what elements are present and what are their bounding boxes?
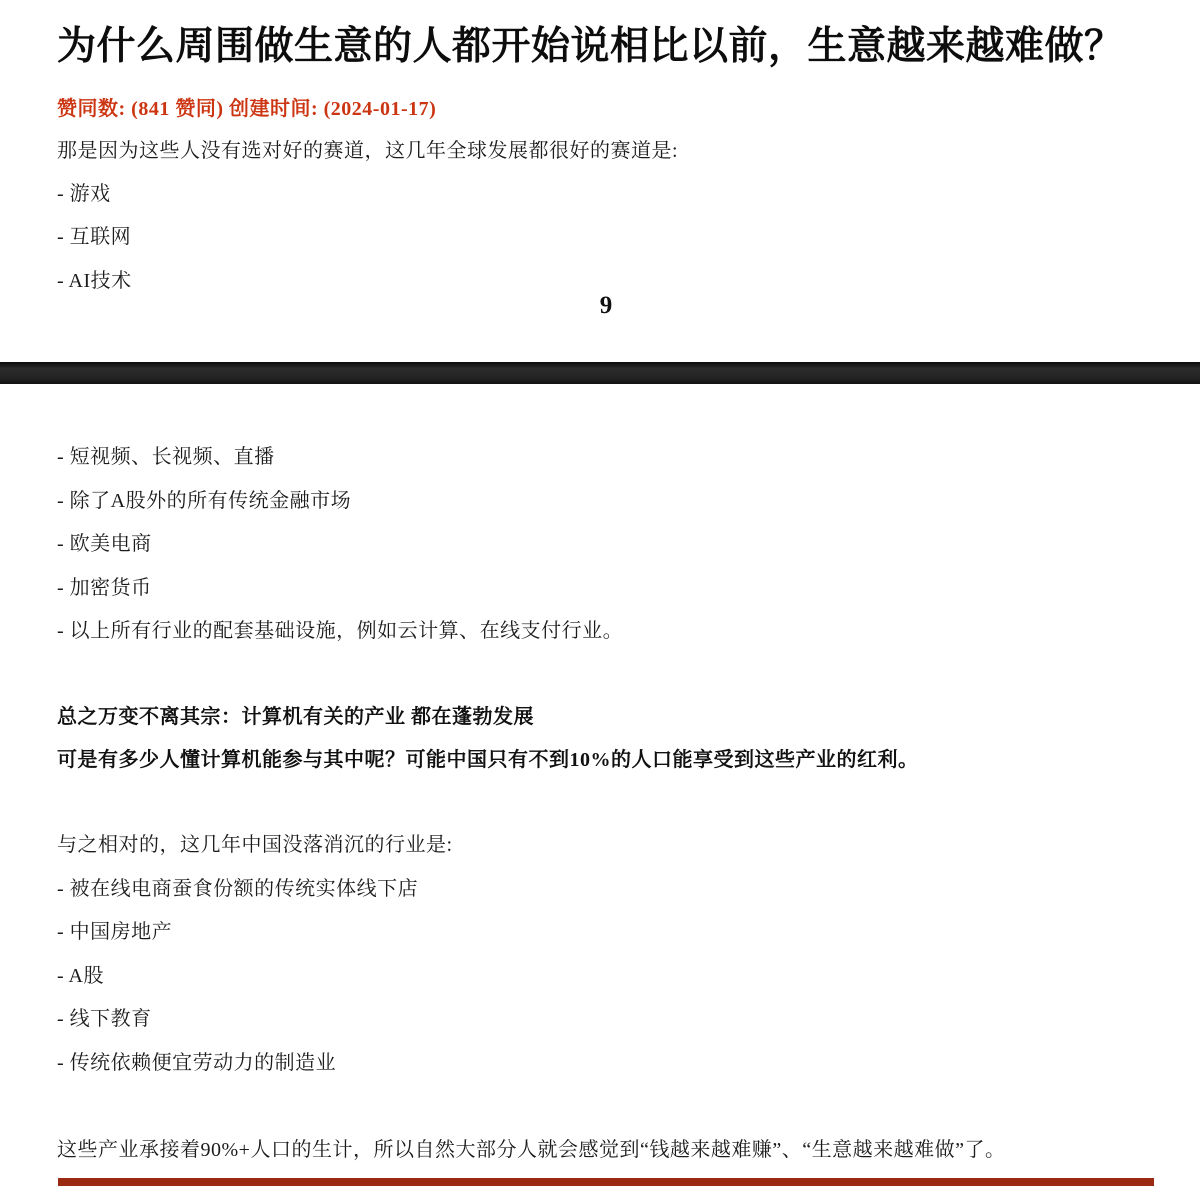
list-item: - 欧美电商 <box>57 533 152 555</box>
list-item: - 被在线电商蚕食份额的传统实体线下店 <box>57 878 419 900</box>
list-item: - 游戏 <box>57 183 111 205</box>
list-item: - 线下教育 <box>57 1008 152 1030</box>
list-item: - 传统依赖便宜劳动力的制造业 <box>57 1052 337 1074</box>
list-item: - 除了A股外的所有传统金融市场 <box>57 490 352 512</box>
list-item: - AI技术 <box>57 270 132 292</box>
summary-bold-paragraph: 可是有多少人懂计算机能参与其中呢？可能中国只有不到10%的人口能享受到这些产业的红利。 <box>57 749 919 771</box>
list-item: - 以上所有行业的配套基础设施，例如云计算、在线支付行业。 <box>57 620 624 642</box>
list-item: - A股 <box>57 965 104 987</box>
intro-paragraph: 那是因为这些人没有选对好的赛道，这几年全球发展都很好的赛道是: <box>57 140 679 162</box>
list-item: - 短视频、长视频、直播 <box>57 446 275 468</box>
summary-bold-paragraph: 总之万变不离其宗：计算机有关的产业 都在蓬勃发展 <box>57 706 534 728</box>
page-number: 9 <box>599 292 613 319</box>
meta-votes-and-date: 赞同数: (841 赞同) 创建时间: (2024-01-17) <box>57 98 437 120</box>
page-title: 为什么周围做生意的人都开始说相比以前，生意越来越难做？ <box>57 25 1124 68</box>
list-item: - 中国房地产 <box>57 921 173 943</box>
declining-intro-paragraph: 与之相对的，这几年中国没落消沉的行业是: <box>57 834 453 856</box>
conclusion-paragraph: 这些产业承接着90%+人口的生计，所以自然大部分人就会感觉到“钱越来越难赚”、“生意越来越难做”了。 <box>57 1139 1006 1161</box>
page-break-separator <box>0 362 1200 384</box>
list-item: - 互联网 <box>57 226 132 248</box>
list-item: - 加密货币 <box>57 577 152 599</box>
next-section-accent-bar <box>58 1178 1154 1186</box>
